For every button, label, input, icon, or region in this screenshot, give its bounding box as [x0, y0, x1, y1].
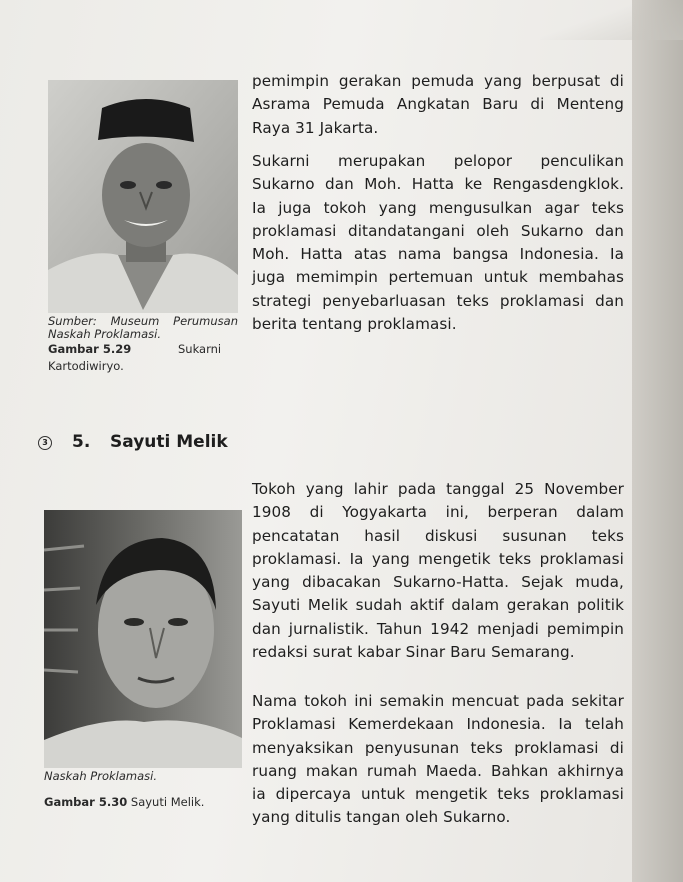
text-line: Raya 31 Jakarta.	[252, 118, 379, 137]
figure2-label: Gambar 5.30	[44, 795, 128, 809]
page-curl	[540, 0, 683, 40]
text-line: redaksi surat kabar Sinar Baru Semarang.	[252, 643, 575, 662]
figure1-name-line1: Sukarni	[178, 342, 222, 356]
portrait-sukarni-illustration	[48, 80, 238, 313]
caption-source-line2: Naskah Proklamasi.	[48, 327, 161, 341]
text-line: yang dibacakan Sukarno-Hatta. Sejak muda,	[252, 573, 624, 592]
text-line: dan jurnalistik. Tahun 1942 menjadi pemimpin	[252, 619, 624, 638]
sukarni-paragraph-1	[252, 70, 624, 140]
section-number: 5.	[72, 432, 91, 452]
text-line: proklamasi ditandatangani oleh Sukarno dan	[252, 221, 624, 240]
text-line: yang ditulis tangan oleh Sukarno.	[252, 808, 511, 827]
text-line: ruang makan rumah Maeda. Bahkan akhirnya	[252, 761, 624, 780]
text-line: 1908 di Yogyakarta ini, berperan dalam	[252, 503, 624, 522]
text-line: Sukarno dan Moh. Hatta ke Rengasdengklok.	[252, 175, 624, 194]
figure1-name-line2: Kartodiwiryo.	[48, 359, 124, 373]
text-line: proklamasi. Ia yang mengetik teks proklamasi	[252, 549, 624, 568]
text-line: Asrama Pemuda Angkatan Baru di Menteng	[252, 95, 624, 114]
text-line: Proklamasi Kemerdekaan Indonesia. Ia telah	[252, 715, 624, 734]
figure2-source: Naskah Proklamasi.	[44, 769, 157, 783]
text-line: menyaksikan penyusunan teks proklamasi di	[252, 738, 624, 757]
page-edge-shadow	[632, 0, 683, 882]
text-line: Sayuti Melik sudah aktif dalam gerakan politik	[252, 596, 624, 615]
photo-sukarni	[48, 80, 238, 313]
text-line: pencatatan hasil diskusi susunan teks	[252, 526, 624, 545]
figure1-label: Gambar 5.29	[48, 342, 132, 356]
section-title: Sayuti Melik	[110, 432, 228, 452]
caption-source-line1: Sumber: Museum Perumusan	[48, 314, 238, 328]
figure2-name: Sayuti Melik.	[130, 795, 205, 809]
text-line: Nama tokoh ini semakin mencuat pada sekitar	[252, 692, 624, 710]
text-line: berita tentang proklamasi.	[252, 315, 457, 334]
section-marker: 3	[38, 436, 52, 450]
text-line: Moh. Hatta atas nama bangsa Indonesia. Ia	[252, 245, 624, 264]
text-line: Ia juga tokoh yang mengusulkan agar teks	[252, 198, 624, 217]
text-line: pemimpin gerakan pemuda yang berpusat di	[252, 72, 624, 90]
text-line: juga memimpin pertemuan untuk membahas	[252, 268, 624, 287]
photo-sayuti-melik	[44, 510, 242, 768]
melik-paragraph-1	[252, 478, 624, 664]
melik-paragraph-2	[252, 690, 624, 830]
figure2-label-row	[44, 796, 244, 809]
figure2-caption	[44, 770, 244, 809]
figure1-caption	[48, 343, 238, 373]
sukarni-paragraph-2	[252, 150, 624, 336]
section-heading	[52, 432, 228, 452]
portrait-sayuti-melik-illustration	[44, 510, 242, 768]
text-line: Tokoh yang lahir pada tanggal 25 November	[252, 480, 624, 498]
text-line: ia dipercaya untuk mengetik teks proklamasi	[252, 785, 624, 804]
figure1-caption-source	[48, 315, 238, 341]
text-line: strategi penyebarluasan teks proklamasi dan	[252, 291, 624, 310]
text-line: Sukarni merupakan pelopor penculikan	[252, 152, 624, 170]
